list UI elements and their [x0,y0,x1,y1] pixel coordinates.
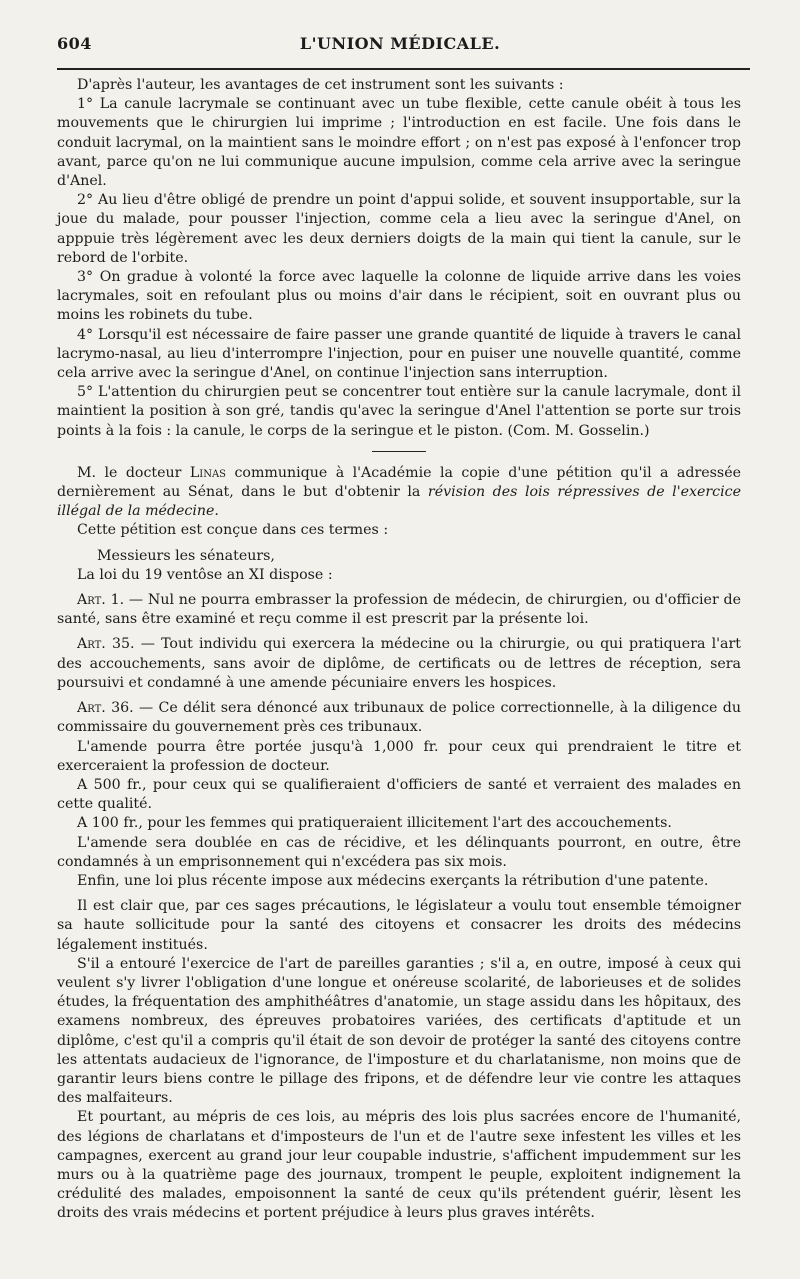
article-label: Art. 35. [77,636,135,653]
paragraph: D'après l'auteur, les avantages de cet instrument sont les suivants : [77,77,564,93]
paragraph: L'amende pourra être portée jusqu'à 1,000 fr. pour ceux qui prendraient le titre et exerceraient la profession de docteur. [57,738,741,774]
article-text: — Ce délit sera dénoncé aux tribunaux de police correctionnelle, à la diligence du commissaire du gouvernement près ces tribunaux. [57,700,741,736]
page-header [57,34,743,58]
paragraph: L'amende sera doublée en cas de récidive, et les délinquants pourront, en outre, être condamnés à un emprisonnement qui n'excédera pas six mois. [57,834,741,870]
paragraph: 5° L'attention du chirurgien peut se concentrer tout entière sur la canule lacrymale, dont il maintient la position à son gré, tandis qu'avec la seringue d'Anel l'attention se porte sur trois points à la fois : la canule, le corps de la seringue et le piston. (Com. M. Gosselin.) [57,384,741,439]
paragraph: A 100 fr., pour les femmes qui pratiqueraient illicitement l'art des accouchements. [77,815,672,832]
article-body [57,76,741,1224]
running-title: L'UNION MÉDICALE. [299,34,501,53]
article-label: Art. 36. [77,700,134,717]
law-article [57,635,741,693]
paragraph: S'il a entouré l'exercice de l'art de pareilles garanties ; s'il a, en outre, imposé à ceux qui veulent s'y livrer l'obligation d'une longue et onéreuse scolarité, de laborieuses et de solides études, la fréquentation des amphithéâtres d'anatomie, un stage assidu dans les hôpitaux, des examens nombreux, des épreuves probatoires variées, des certificats d'aptitude et un diplôme, c'est qu'il a compris qu'il était de son devoir de protéger la santé des citoyens contre les attentats audacieux de l'ignorance, de l'imposture et du charlatanisme, non moins que de garantir leurs biens contre le pillage des fripons, et de défendre leur vie contre les attaques des malfaiteurs. [57,955,741,1107]
paragraph: Et pourtant, au mépris de ces lois, au mépris des lois plus sacrées encore de l'humanité, des légions de charlatans et d'imposteurs de l'un et de l'autre sexe infestent les villes et les campagnes, exercent au grand jour leur coupable industrie, s'affichent impudemment sur les murs ou à la quatrième page des journaux, trompent le peuple, exploitent indignement la crédulité des malades, empoisonnent la santé de ceux qu'ils prétendent guérir, lèsent les droits des vrais médecins et portent préjudice à leurs plus graves intérêts. [57,1109,741,1222]
paragraph: 1° La canule lacrymale se continuant avec un tube flexible, cette canule obéit à tous les mouvements que le chirurgien lui imprime ; l'introduction en est facile. Une fois dans le conduit lacrymal, on la maintient sans le moindre effort ; on n'est pas exposé à l'enfoncer trop avant, parce qu'on ne lui communique aucune impulsion, comme cela arrive avec la seringue d'Anel. [57,96,741,190]
law-article [57,699,741,737]
page-number: 604 [57,34,92,53]
article-text: — Nul ne pourra embrasser la profession de médecin, de chirurgien, ou d'officier de santé, sans être examiné et reçu comme il est prescrit par la présente loi. [57,592,742,628]
article-label: Art. 1. [77,592,125,609]
paragraph: La loi du 19 ventôse an XI dispose : [77,566,333,583]
salutation: Messieurs les sénateurs, [97,547,275,564]
article-text: — Tout individu qui exercera la médecine ou la chirurgie, ou qui pratiquera l'art des accouchements, sans avoir de diplôme, de certificats ou de lettres de réception, sera poursuivi et condamné à une amende pécuniaire envers les hospices. [57,636,741,691]
text-run: communique à l'Académie la copie d'une pétition qu'il a adressée dernièrement au Sénat, dans le but d'obtenir la [57,464,741,501]
law-article [57,591,741,629]
author-name: Linas [189,464,227,481]
paragraph: Il est clair que, par ces sages précautions, le législateur a voulu tout ensemble témoigner sa haute sollicitude pour la santé des citoyens et consacrer les droits des médecins légalement institués. [57,898,741,953]
paragraph: 3° On gradue à volonté la force avec laquelle la colonne de liquide arrive dans les voies lacrymales, soit en refoulant plus ou moins d'air dans le récipient, soit en ouvrant plus ou moins les robinets du tube. [57,269,741,324]
header-rule [57,68,750,70]
italic-title: révision des lois répressives de l'exercice illégal de la médecine. [57,484,741,520]
paragraph: 2° Au lieu d'être obligé de prendre un point d'appui solide, et souvent insupportable, sur la joue du malade, pour pousser l'injection, comme cela a lieu avec la seringue d'Anel, on apppuie très légèrement avec les deux derniers doigts de la main qui tient la canule, sur le rebord de l'orbite. [57,192,741,266]
paragraph: Enfin, une loi plus récente impose aux médecins exerçants la rétribution d'une patente. [77,872,709,889]
paragraph [57,464,741,522]
paragraph: A 500 fr., pour ceux qui se qualifieraient d'officiers de santé et verraient des malades en cette qualité. [57,776,741,813]
paragraph: 4° Lorsqu'il est nécessaire de faire passer une grande quantité de liquide à travers le canal lacrymo-nasal, au lieu d'interrompre l'injection, pour en puiser une nouvelle quantité, comme cela arrive avec la seringue d'Anel, on continue l'injection sans interruption. [57,326,741,382]
text-run: M. le docteur [77,464,190,481]
paragraph: Cette pétition est conçue dans ces termes : [77,522,389,539]
section-separator [372,451,426,452]
